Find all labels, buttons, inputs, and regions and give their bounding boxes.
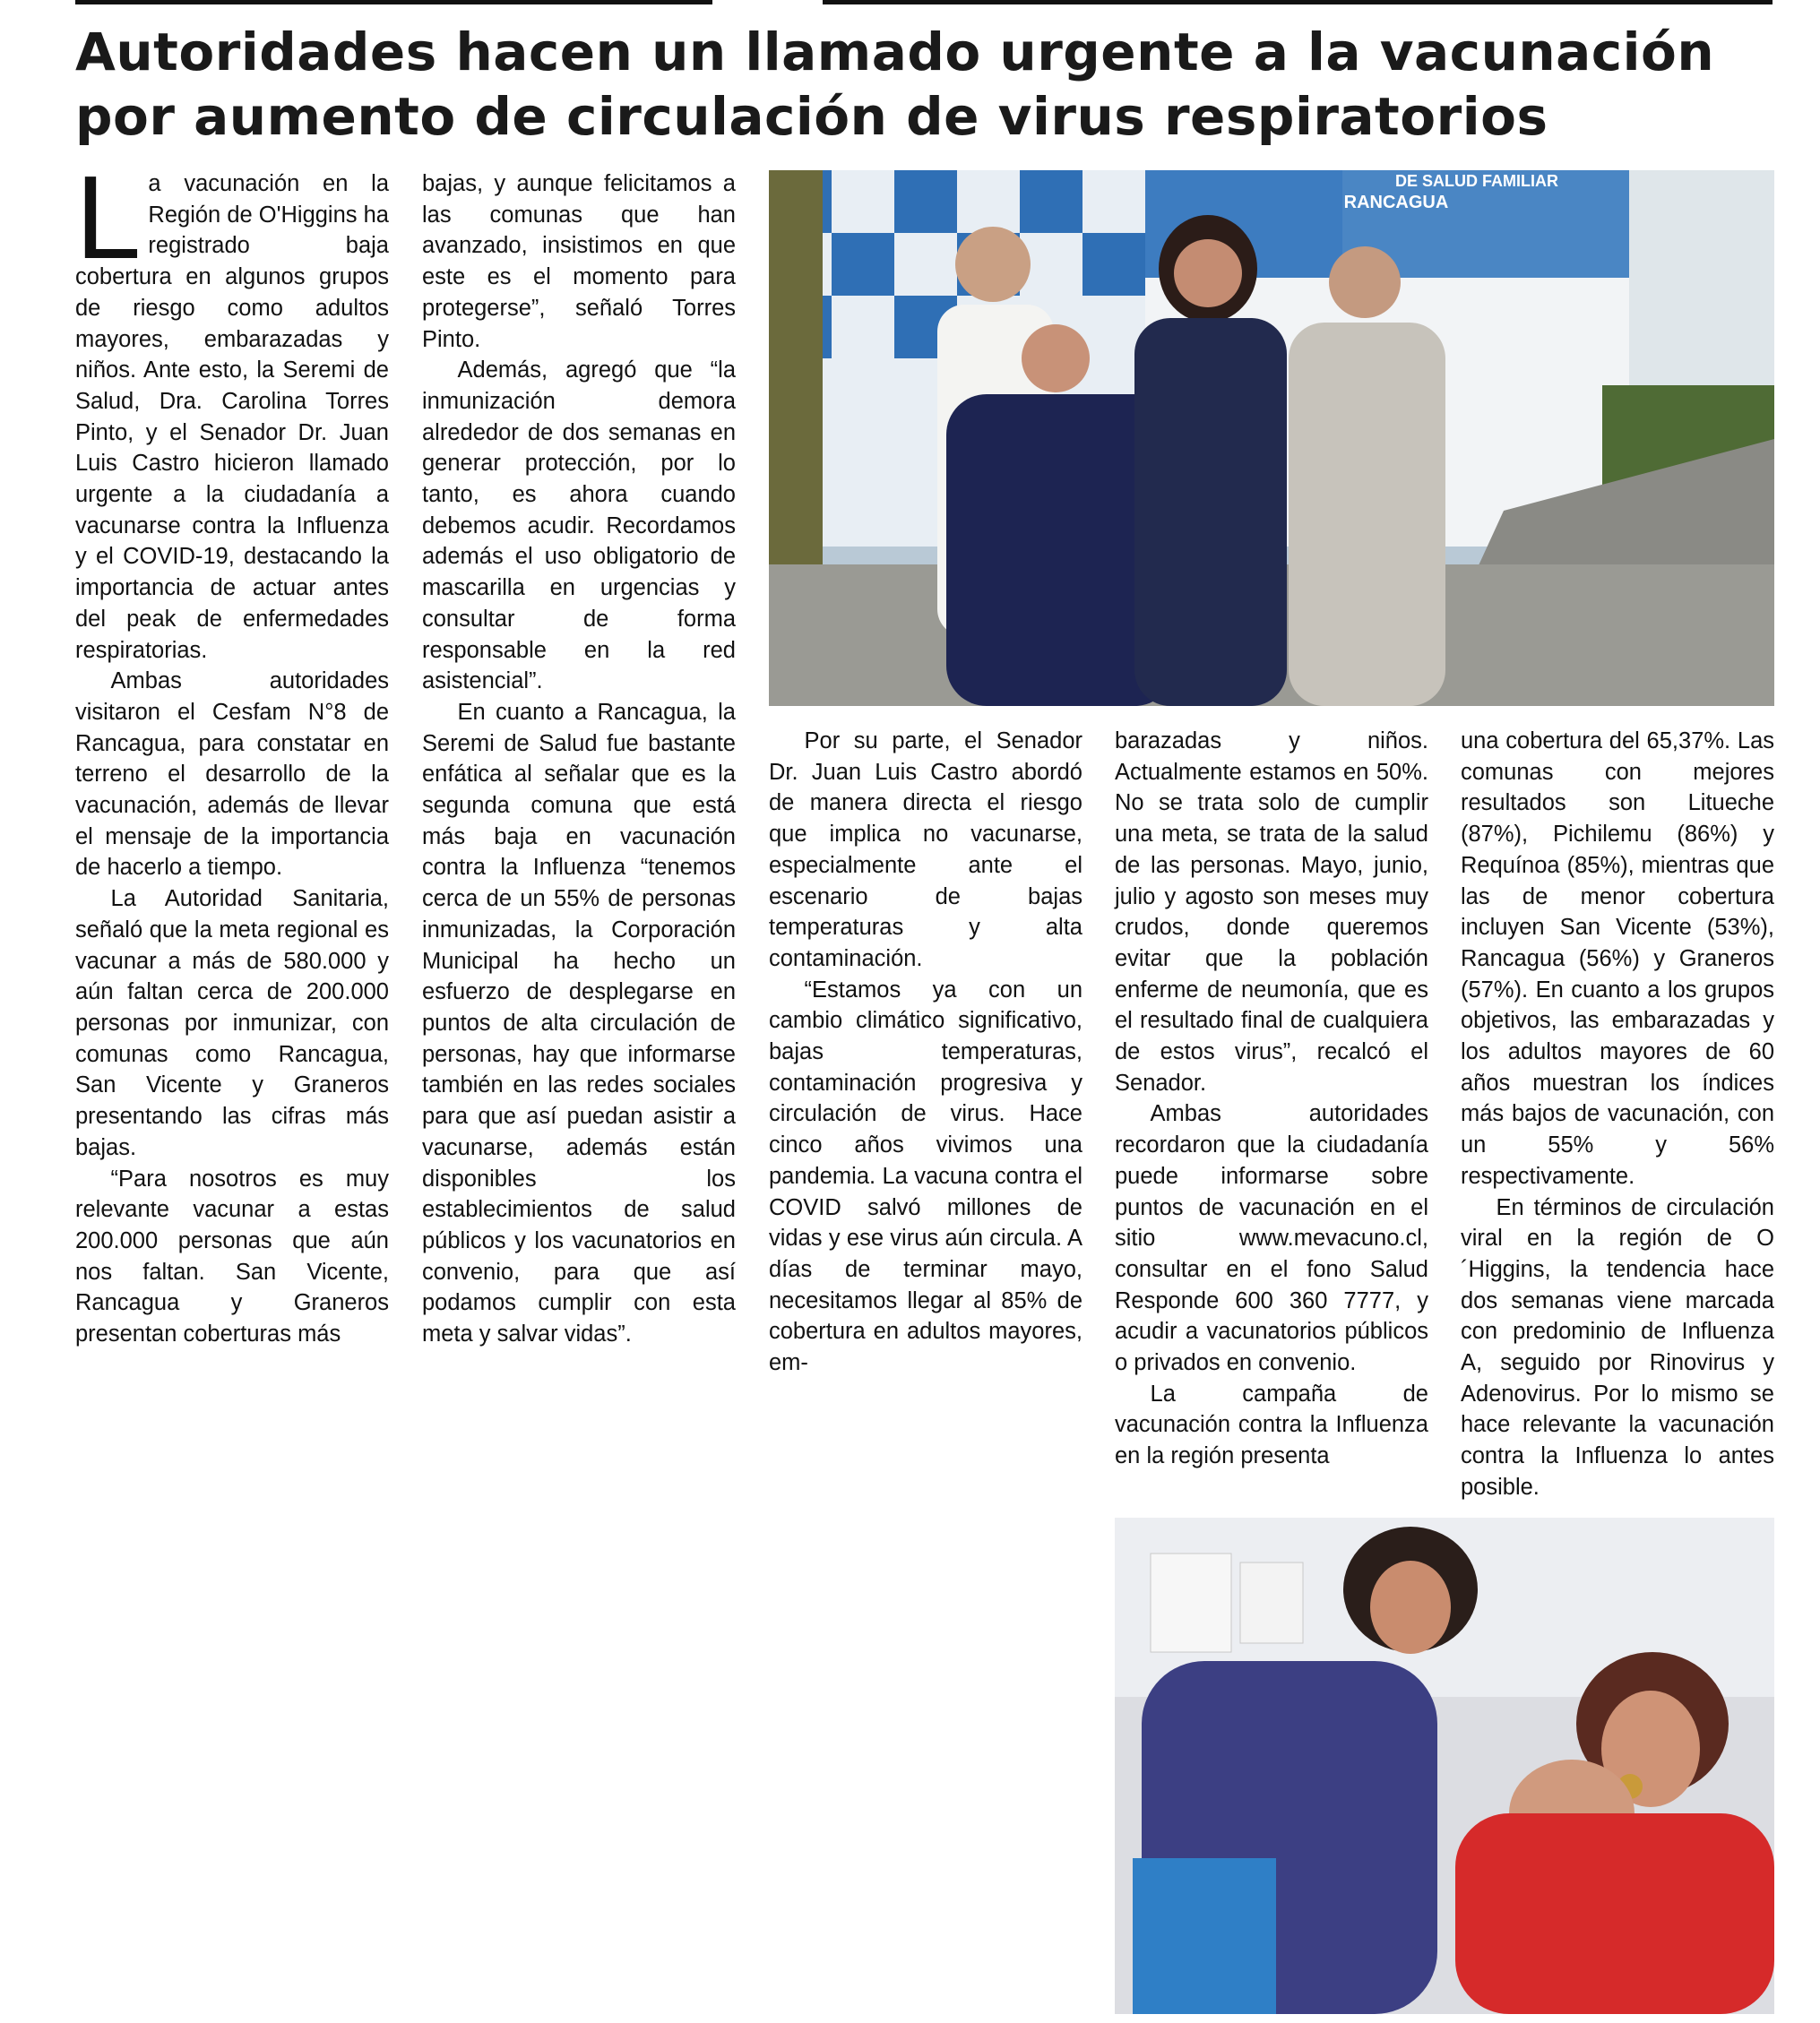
paragraph: barazadas y niños. Actualmente estamos en 50%. No se trata solo de cumplir una meta, se trata de la salud de las personas. Mayo, junio, julio y agosto son meses muy crudos, donde queremos evitar que la población enferme de neumonía, que es el resultado final de cualquiera de estos virus”, recalcó el Senador. xyxy=(1115,728,1428,1096)
photo-vaccination-illustration xyxy=(1115,1518,1774,2014)
photo-vaccination xyxy=(1115,1518,1774,2014)
article-column-5 xyxy=(1461,726,1774,1503)
paragraph: “Estamos ya con un cambio climático significativo, bajas temperaturas, contaminación progresiva y circulación de virus. Hace cinco años vivimos una pandemia. La vacuna contra el COVID salvó millones de vidas y ese virus aún circula. A días de terminar mayo, necesitamos llegar al 85% de cobertura en adultos mayores, em- xyxy=(769,977,1083,1376)
building-sign-line-2: RANCAGUA xyxy=(1343,193,1449,212)
paragraph: La campaña de vacunación contra la Influenza en la región presenta xyxy=(1115,1381,1428,1469)
building-sign-line-1: DE SALUD FAMILIAR xyxy=(1395,172,1558,190)
paragraph: En términos de circulación viral en la región de O´Higgins, la tendencia hace dos semanas viene marcada con predominio de Influenza A, seguido por Rinovirus y Adenovirus. Por lo mismo se hace relevante la vacunación contra la Influenza lo antes posible. xyxy=(1461,1194,1774,1500)
headline: Autoridades hacen un llamado urgente a la vacunación por aumento de circulación de virus respiratorios xyxy=(75,22,1715,147)
paragraph: una cobertura del 65,37%. Las comunas con mejores resultados son Litueche (87%), Pichilemu (86%) y Requínoa (85%), mientras que las de menor cobertura incluyen San Vicente (53%), Rancagua (56%) y Graneros (57%). En cuanto a los grupos objetivos, las embarazadas y los adultos mayores de 60 años muestran los índices más bajos de vacunación, con un 55% y 56% respectivamente. xyxy=(1461,728,1774,1189)
drop-cap: L xyxy=(75,151,142,283)
paragraph: Por su parte, el Senador Dr. Juan Luis Castro abordó de manera directa el riesgo que implica no vacunarse, especialmente ante el escenario de bajas temperaturas y alta contaminación. xyxy=(769,728,1083,971)
top-rule-right xyxy=(823,0,1773,4)
paragraph: La Autoridad Sanitaria, señaló que la meta regional es vacunar a más de 580.000 y aún faltan cerca de 200.000 personas por inmunizar, con comunas como Rancagua, San Vicente y Graneros presentando las cifras más bajas. xyxy=(75,886,389,1160)
paragraph: En cuanto a Rancagua, la Seremi de Salud fue bastante enfática al señalar que es la segunda comuna que está más baja en vacunación contra la Influenza “tenemos cerca de un 55% de personas inmunizadas, la Corporación Municipal ha hecho un esfuerzo de desplegarse en puntos de alta circulación de personas, hay que informarse también en las redes sociales para que así puedan asistir a vacunarse, además están disponibles los establecimientos de salud públicos y los vacunatorios en convenio, para que así podamos cumplir con esta meta y salvar vidas”. xyxy=(422,699,736,1347)
article-column-2 xyxy=(422,168,736,1350)
paragraph: Ambas autoridades visitaron el Cesfam N°8 de Rancagua, para constatar en terreno el desarrollo de la vacunación, además de llevar el mensaje de la importancia de hacerlo a tiempo. xyxy=(75,668,389,881)
top-rule-left xyxy=(75,0,712,4)
article-column-4 xyxy=(1115,726,1428,1472)
article-column-3 xyxy=(769,726,1083,1379)
paragraph: Ambas autoridades recordaron que la ciudadanía puede informarse sobre puntos de vacunación en el sitio www.mevacuno.cl, consultar en el fono Salud Responde 600 360 7777, y acudir a vacunatorios públicos o privados en convenio. xyxy=(1115,1101,1428,1376)
photo-authorities-illustration xyxy=(769,170,1774,706)
paragraph: a vacunación en la Región de O'Higgins ha registrado baja cobertura en algunos grupos de riesgo como adultos mayores, embarazadas y niños. Ante esto, la Seremi de Salud, Dra. Carolina Torres Pinto, y el Senador Dr. Juan Luis Castro hicieron llamado urgente a la ciudadanía a vacunarse contra la Influenza y el COVID-19, destacando la importancia de actuar antes del peak de enfermedades respiratorias. xyxy=(75,171,389,663)
paragraph: Además, agregó que “la inmunización demora alrededor de dos semanas en generar protección, por lo tanto, es ahora cuando debemos acudir. Recordamos además el uso obligatorio de mascarilla en urgencias y consultar de forma responsable en la red asistencial”. xyxy=(422,357,736,694)
paragraph: “Para nosotros es muy relevante vacunar a estas 200.000 personas que aún nos faltan. San Vicente, Rancagua y Graneros presentan coberturas más xyxy=(75,1166,389,1347)
article-column-1 xyxy=(75,151,389,1350)
photo-authorities-at-cesfam xyxy=(769,170,1774,706)
paragraph: bajas, y aunque felicitamos a las comunas que han avanzado, insistimos en que este es el momento para protegerse”, señaló Torres Pinto. xyxy=(422,171,736,352)
